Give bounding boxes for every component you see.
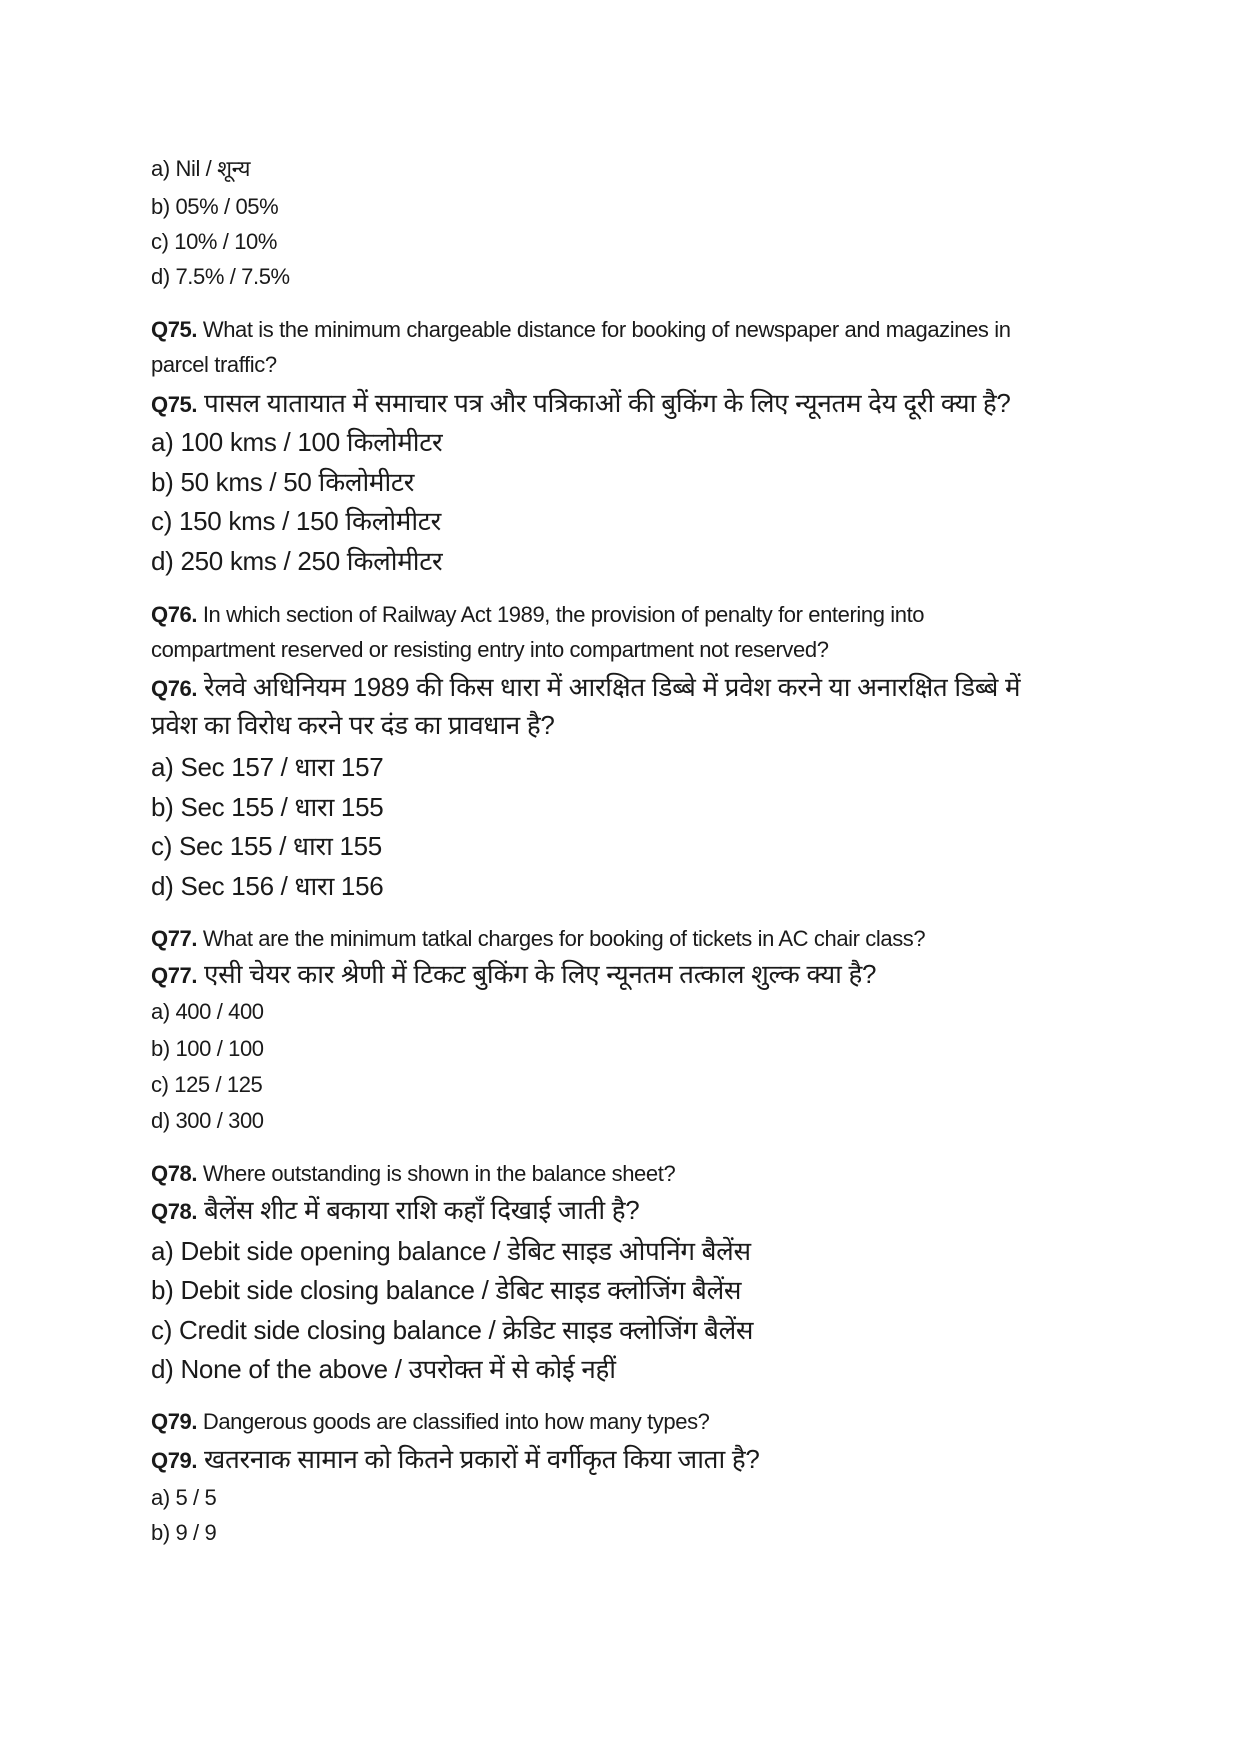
question-text: रेलवे अधिनियम 1989 की किस धारा में आरक्षित डिब्बे में प्रवेश करने या अनारक्षित डिब्बे में: [204, 672, 1021, 702]
option: d) 250 kms / 250 किलोमीटर: [151, 546, 443, 576]
question-english: [151, 319, 1011, 341]
question-text: What are the minimum tatkal charges for booking of tickets in AC chair class?: [202, 926, 926, 951]
question-number: Q79.: [151, 1448, 198, 1473]
option: a) 400 / 400: [151, 999, 264, 1024]
question-hindi: [151, 674, 1020, 700]
question-hindi: [151, 390, 1011, 416]
question-text: बैलेंस शीट में बकाया राशि कहाँ दिखाई जाती है?: [204, 1195, 640, 1225]
question-number: Q76.: [151, 602, 198, 627]
question-number: Q79.: [151, 1409, 198, 1434]
option: b) 50 kms / 50 किलोमीटर: [151, 467, 415, 497]
option: a) Sec 157 / धारा 157: [151, 752, 384, 782]
question-number: Q77.: [151, 963, 198, 988]
question-english: [151, 1163, 675, 1185]
question-text: खतरनाक सामान को कितने प्रकारों में वर्गीकृत किया जाता है?: [204, 1444, 760, 1474]
option: a) 5 / 5: [151, 1485, 217, 1510]
option: c) Sec 155 / धारा 155: [151, 831, 382, 861]
question-text: पासल यातायात में समाचार पत्र और पत्रिकाओं की बुकिंग के लिए न्यूनतम देय दूरी क्या है?: [204, 388, 1011, 418]
question-text: एसी चेयर कार श्रेणी में टिकट बुकिंग के लिए न्यूनतम तत्काल शुल्क क्या है?: [204, 959, 877, 989]
question-number: Q75.: [151, 392, 198, 417]
option: d) 300 / 300: [151, 1108, 264, 1133]
question-text-continued: प्रवेश का विरोध करने पर दंड का प्रावधान है?: [151, 710, 555, 740]
question-hindi: [151, 961, 876, 987]
option: a) Nil / शून्य: [151, 156, 251, 181]
question-number: Q75.: [151, 317, 198, 342]
question-number: Q77.: [151, 926, 198, 951]
question-number: Q78.: [151, 1199, 198, 1224]
option: b) 9 / 9: [151, 1520, 217, 1545]
question-text: In which section of Railway Act 1989, the provision of penalty for entering into: [202, 602, 925, 627]
question-text: Dangerous goods are classified into how many types?: [202, 1409, 710, 1434]
question-text: What is the minimum chargeable distance for booking of newspaper and magazines in: [202, 317, 1011, 342]
question-text-continued: compartment reserved or resisting entry into compartment not reserved?: [151, 637, 829, 662]
question-english: [151, 604, 924, 626]
question-number: Q78.: [151, 1161, 198, 1186]
question-hindi: [151, 1446, 759, 1472]
option: c) 125 / 125: [151, 1072, 263, 1097]
question-english: [151, 928, 925, 950]
question-text: Where outstanding is shown in the balance sheet?: [202, 1161, 676, 1186]
option: b) Debit side closing balance / डेबिट साइड क्लोजिंग बैलेंस: [151, 1275, 742, 1305]
question-english: [151, 1411, 710, 1433]
option: c) Credit side closing balance / क्रेडिट साइड क्लोजिंग बैलेंस: [151, 1315, 754, 1345]
option: d) None of the above / उपरोक्त में से कोई नहीं: [151, 1354, 616, 1384]
option: c) 150 kms / 150 किलोमीटर: [151, 506, 441, 536]
option: d) Sec 156 / धारा 156: [151, 871, 384, 901]
question-number: Q76.: [151, 676, 198, 701]
option: b) Sec 155 / धारा 155: [151, 792, 384, 822]
option: b) 05% / 05%: [151, 194, 279, 219]
option: d) 7.5% / 7.5%: [151, 264, 290, 289]
option: c) 10% / 10%: [151, 229, 278, 254]
question-text-continued: parcel traffic?: [151, 352, 277, 377]
question-hindi: [151, 1197, 639, 1223]
option: a) 100 kms / 100 किलोमीटर: [151, 427, 443, 457]
option: b) 100 / 100: [151, 1036, 264, 1061]
option: a) Debit side opening balance / डेबिट साइड ओपनिंग बैलेंस: [151, 1236, 751, 1266]
